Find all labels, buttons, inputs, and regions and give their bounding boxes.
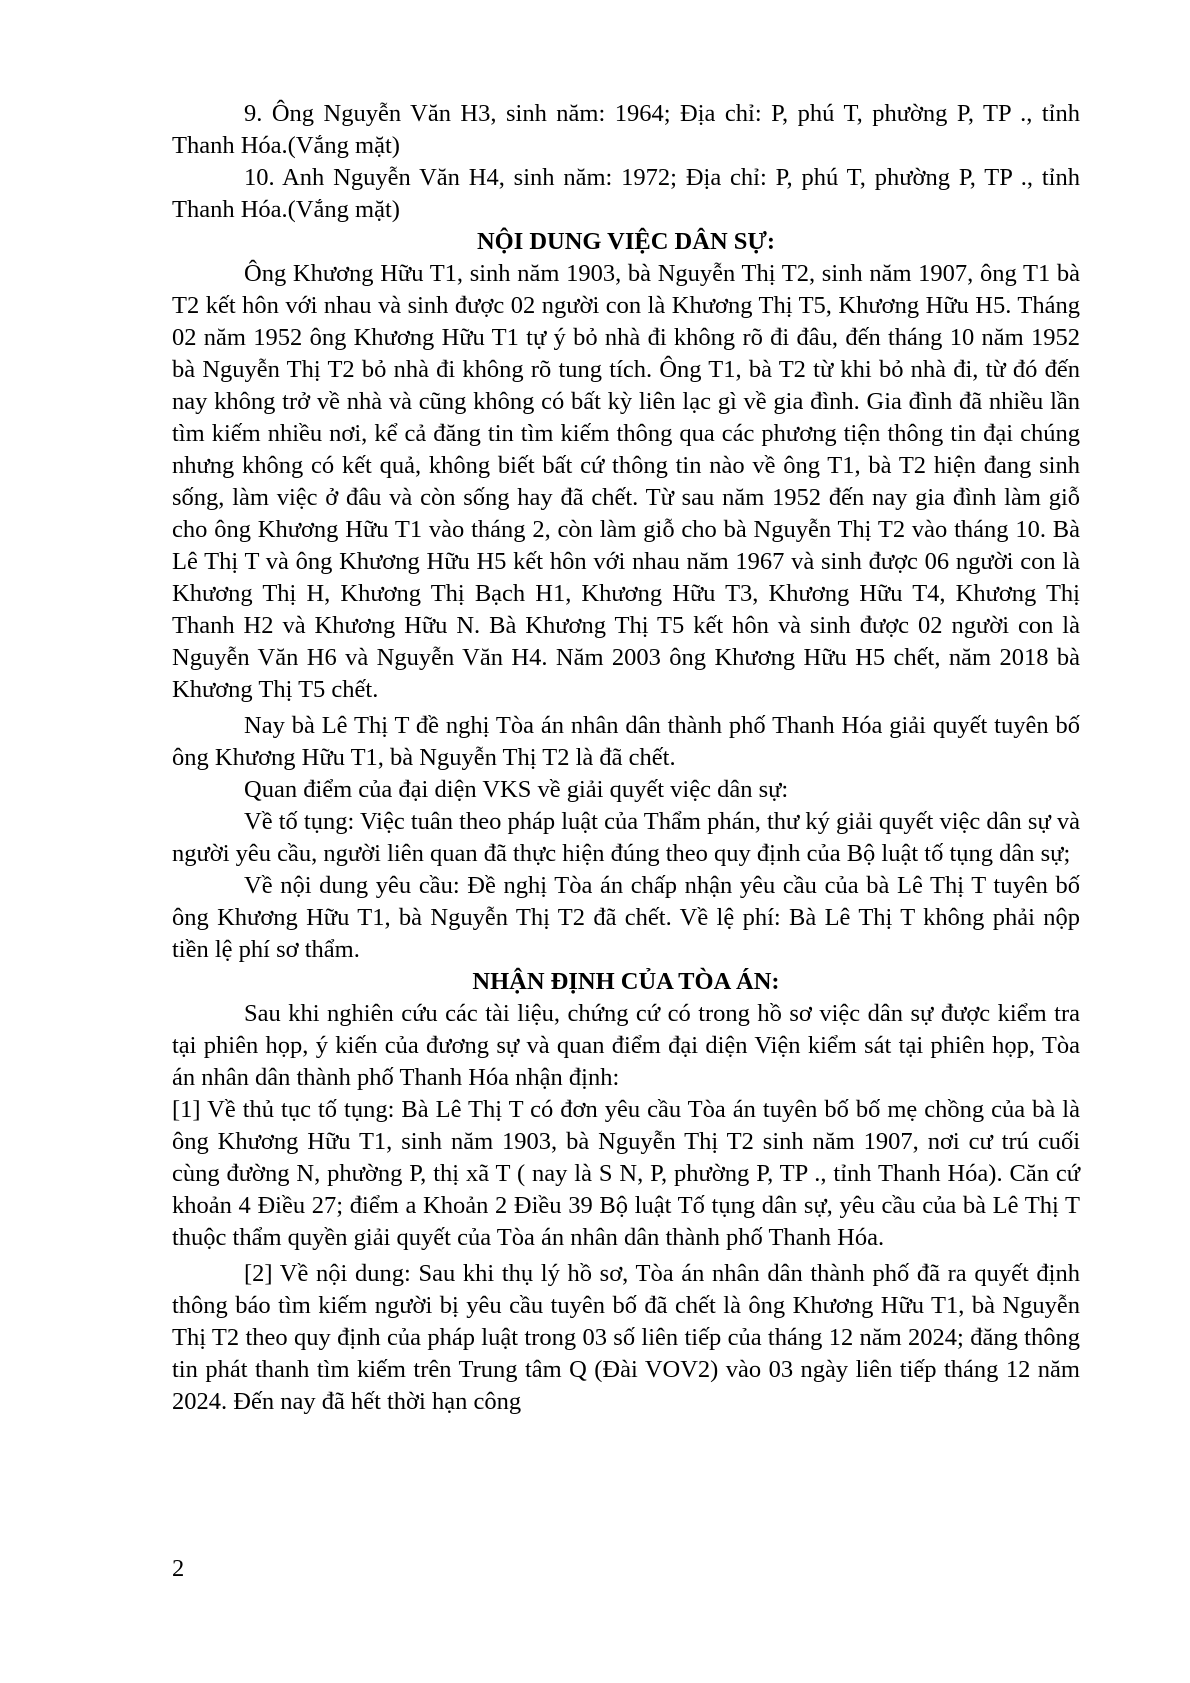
document-body [172, 98, 1080, 1418]
section-heading-court-findings: NHẬN ĐỊNH CỦA TÒA ÁN: [472, 968, 780, 995]
paragraph-findings-intro: Sau khi nghiên cứu các tài liệu, chứng cứ có trong hồ sơ việc dân sự được kiểm tra tại phiên họp, ý kiến của đương sự và quan điểm đại diện Viện kiểm sát tại phiên họp, Tòa án nhân dân thành phố Thanh Hóa nhận định: [172, 1000, 1080, 1091]
paragraph-finding-1: [1] Về thủ tục tố tụng: Bà Lê Thị T có đơn yêu cầu Tòa án tuyên bố bố mẹ chồng của bà là ông Khương Hữu T1, sinh năm 1903, bà Nguyễn Thị T2 sinh năm 1907, nơi cư trú cuối cùng đường N, phường P, thị xã T ( nay là S N, P, phường P, TP ., tỉnh Thanh Hóa). Căn cứ khoản 4 Điều 27; điểm a Khoản 2 Điều 39 Bộ luật Tố tụng dân sự, yêu cầu của bà Lê Thị T thuộc thẩm quyền giải quyết của Tòa án nhân dân thành phố Thanh Hóa. [172, 1096, 1080, 1251]
party-item-9: 9. Ông Nguyễn Văn H3, sinh năm: 1964; Địa chỉ: P, phú T, phường P, TP ., tỉnh Thanh Hóa.(Vắng mặt) [172, 100, 1080, 159]
section-heading-civil-matter: NỘI DUNG VIỆC DÂN SỰ: [476, 228, 776, 255]
paragraph-procuracy-intro: Quan điểm của đại diện VKS về giải quyết việc dân sự: [244, 776, 789, 803]
paragraph-request: Nay bà Lê Thị T đề nghị Tòa án nhân dân thành phố Thanh Hóa giải quyết tuyên bố ông Khương Hữu T1, bà Nguyễn Thị T2 là đã chết. [172, 712, 1080, 771]
paragraph-content-opinion: Về nội dung yêu cầu: Đề nghị Tòa án chấp nhận yêu cầu của bà Lê Thị T tuyên bố ông Khương Hữu T1, bà Nguyễn Thị T2 đã chết. Về lệ phí: Bà Lê Thị T không phải nộp tiền lệ phí sơ thẩm. [172, 872, 1080, 963]
party-item-10: 10. Anh Nguyễn Văn H4, sinh năm: 1972; Địa chỉ: P, phú T, phường P, TP ., tỉnh Thanh Hóa.(Vắng mặt) [172, 164, 1080, 223]
page-number: 2 [172, 1555, 185, 1582]
paragraph-background: Ông Khương Hữu T1, sinh năm 1903, bà Nguyễn Thị T2, sinh năm 1907, ông T1 bà T2 kết hôn với nhau và sinh được 02 người con là Khương Thị T5, Khương Hữu H5. Tháng 02 năm 1952 ông Khương Hữu T1 tự ý bỏ nhà đi không rõ đi đâu, đến tháng 10 năm 1952 bà Nguyễn Thị T2 bỏ nhà đi không rõ tung tích. Ông T1, bà T2 từ khi bỏ nhà đi, từ đó đến nay không trở về nhà và cũng không có bất kỳ liên lạc gì về gia đình. Gia đình đã nhiều lần tìm kiếm nhiều nơi, kể cả đăng tin tìm kiếm thông qua các phương tiện thông tin đại chúng nhưng không có kết quả, không biết bất cứ thông tin nào về ông T1, bà T2 hiện đang sinh sống, làm việc ở đâu và còn sống hay đã chết. Từ sau năm 1952 đến nay gia đình làm giỗ cho ông Khương Hữu T1 vào tháng 2, còn làm giỗ cho bà Nguyễn Thị T2 vào tháng 10. Bà Lê Thị T và ông Khương Hữu H5 kết hôn với nhau năm 1967 và sinh được 06 người con là Khương Thị H, Khương Thị Bạch H1, Khương Hữu T3, Khương Hữu T4, Khương Thị Thanh H2 và Khương Hữu N. Bà Khương Thị T5 kết hôn và sinh được 02 người con là Nguyễn Văn H6 và Nguyễn Văn H4. Năm 2003 ông Khương Hữu H5 chết, năm 2018 bà Khương Thị T5 chết. [172, 260, 1080, 703]
paragraph-procedure-opinion: Về tố tụng: Việc tuân theo pháp luật của Thẩm phán, thư ký giải quyết việc dân sự và người yêu cầu, người liên quan đã thực hiện đúng theo quy định của Bộ luật tố tụng dân sự; [172, 808, 1080, 867]
paragraph-finding-2: [2] Về nội dung: Sau khi thụ lý hồ sơ, Tòa án nhân dân thành phố đã ra quyết định thông báo tìm kiếm người bị yêu cầu tuyên bố đã chết là ông Khương Hữu T1, bà Nguyễn Thị T2 theo quy định của pháp luật trong 03 số liên tiếp của tháng 12 năm 2024; đăng thông tin phát thanh tìm kiếm trên Trung tâm Q (Đài VOV2) vào 03 ngày liên tiếp tháng 12 năm 2024. Đến nay đã hết thời hạn công [172, 1260, 1080, 1415]
